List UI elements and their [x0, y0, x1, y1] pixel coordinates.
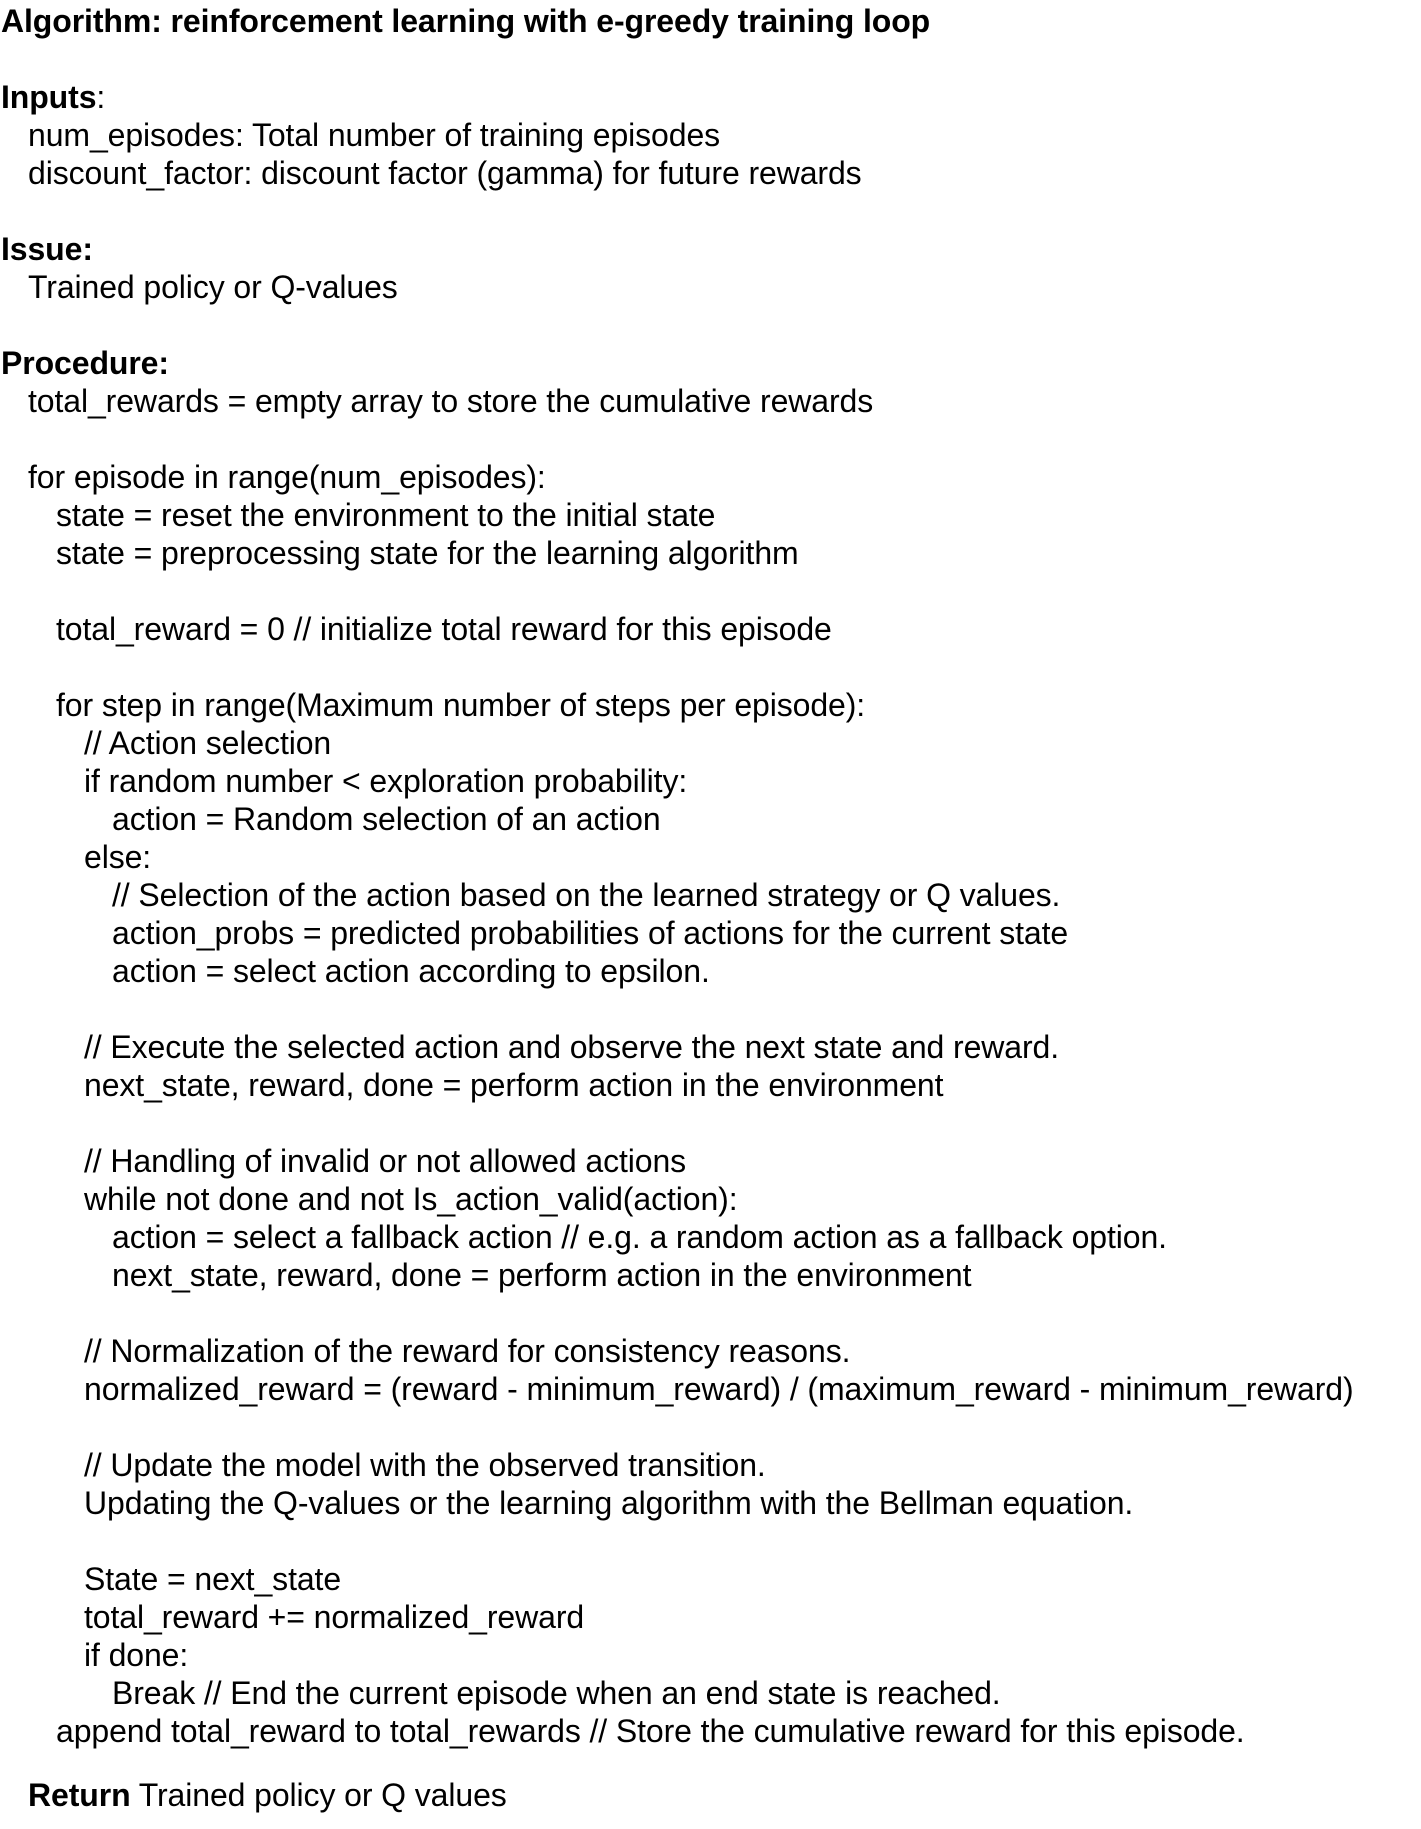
code-comment: // Selection of the action based on the learned strategy or Q values.: [112, 877, 1061, 913]
code-line: action = select a fallback action // e.g. a random action as a fallback option.: [112, 1219, 1167, 1255]
code-comment: // Update the model with the observed transition.: [84, 1447, 766, 1483]
issue-text: Trained policy or Q-values: [28, 269, 398, 305]
code-line: state = preprocessing state for the learning algorithm: [56, 535, 799, 571]
algorithm-title: Algorithm: reinforcement learning with e-greedy training loop: [1, 3, 931, 39]
code-line: total_rewards = empty array to store the cumulative rewards: [28, 383, 874, 419]
code-comment: // Action selection: [84, 725, 332, 761]
code-line: for step in range(Maximum number of steps per episode):: [56, 687, 866, 723]
issue-heading: Issue:: [1, 231, 93, 267]
input-discount-factor: discount_factor: discount factor (gamma) for future rewards: [28, 155, 862, 191]
code-line: for episode in range(num_episodes):: [28, 459, 546, 495]
code-line: if done:: [84, 1637, 189, 1673]
code-line: next_state, reward, done = perform action in the environment: [112, 1257, 972, 1293]
code-line: Updating the Q-values or the learning algorithm with the Bellman equation.: [84, 1485, 1134, 1521]
code-line: normalized_reward = (reward - minimum_reward) / (maximum_reward - minimum_reward): [84, 1371, 1354, 1407]
inputs-heading-colon: :: [96, 79, 106, 115]
code-line: action = Random selection of an action: [112, 801, 661, 837]
code-line: action = select action according to epsilon.: [112, 953, 710, 989]
code-line: next_state, reward, done = perform action in the environment: [84, 1067, 944, 1103]
code-line: total_reward += normalized_reward: [84, 1599, 585, 1635]
code-line: Break // End the current episode when an end state is reached.: [112, 1675, 1001, 1711]
code-comment: // Handling of invalid or not allowed actions: [84, 1143, 687, 1179]
input-num-episodes: num_episodes: Total number of training episodes: [28, 117, 721, 153]
return-line: [28, 1776, 507, 1814]
code-line: action_probs = predicted probabilities of actions for the current state: [112, 915, 1069, 951]
code-comment: // Execute the selected action and observe the next state and reward.: [84, 1029, 1060, 1065]
code-line: state = reset the environment to the initial state: [56, 497, 716, 533]
code-line: append total_reward to total_rewards // Store the cumulative reward for this episode.: [56, 1713, 1245, 1749]
code-line: while not done and not Is_action_valid(action):: [84, 1181, 738, 1217]
code-comment: // Normalization of the reward for consistency reasons.: [84, 1333, 851, 1369]
code-line: State = next_state: [84, 1561, 342, 1597]
code-line: else:: [84, 839, 152, 875]
return-text: Trained policy or Q values: [130, 1777, 507, 1813]
procedure-heading: Procedure:: [1, 345, 169, 381]
return-keyword: Return: [28, 1777, 131, 1813]
code-line: total_reward = 0 // initialize total reward for this episode: [56, 611, 832, 647]
inputs-heading: Inputs: [1, 79, 97, 115]
code-line: if random number < exploration probability:: [84, 763, 688, 799]
inputs-heading-line: [1, 78, 105, 116]
